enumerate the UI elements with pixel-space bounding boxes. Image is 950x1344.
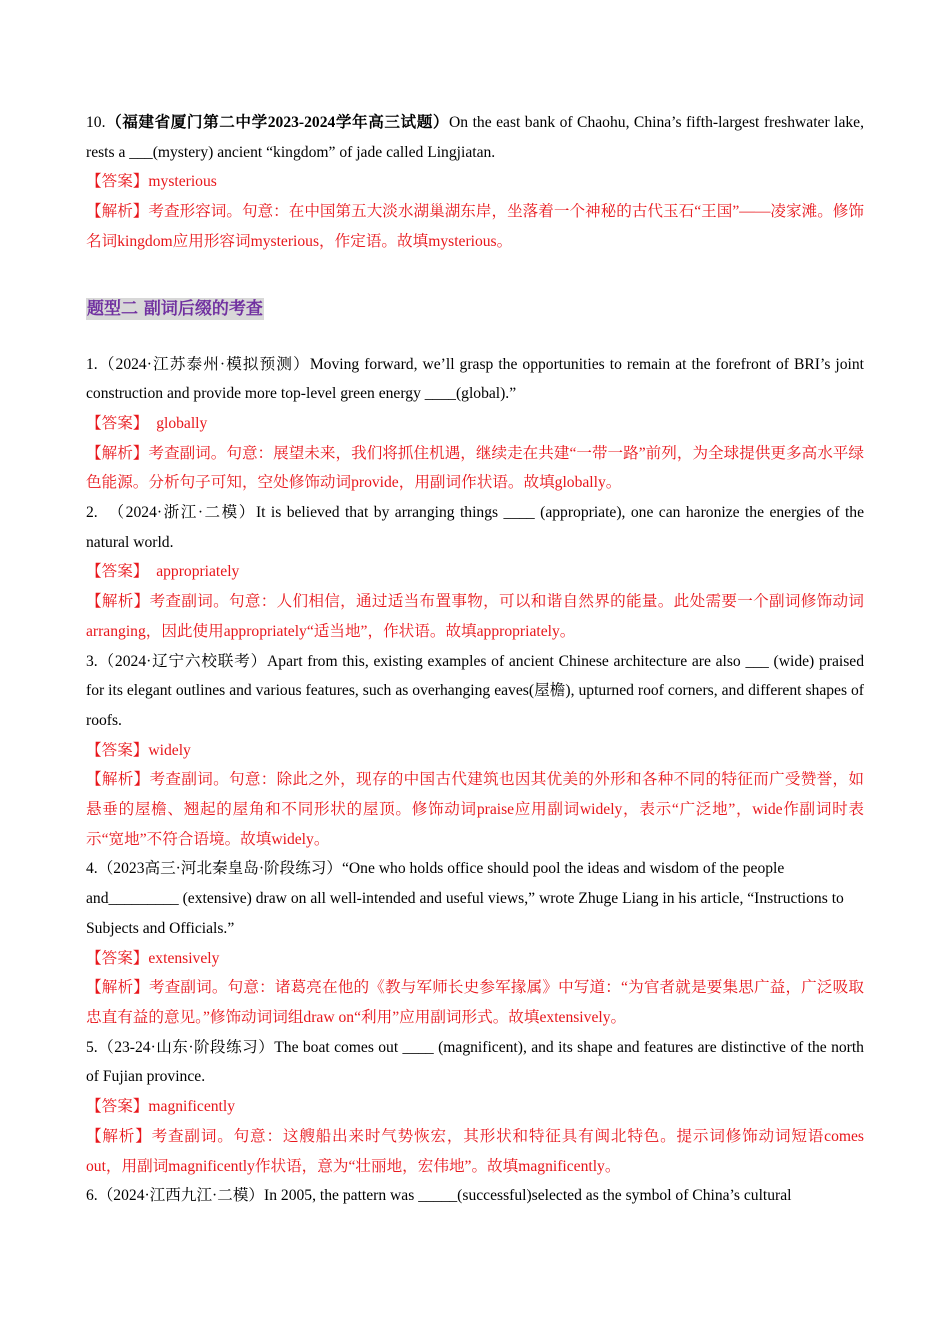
analysis-text: 考查副词。句意：除此之外，现存的中国古代建筑也因其优美的外形和各种不同的特征而广受赞誉，如悬垂的屋檐、翘起的屋角和不同形状的屋顶。修饰动词praise应用副词widely，表示“广泛地”，wide作副词时表示“宽地”不符合语境。故填widely。 bbox=[86, 771, 864, 848]
answer-line bbox=[86, 557, 864, 587]
question-text bbox=[86, 647, 864, 736]
section-heading-wrap bbox=[86, 298, 864, 320]
question-number: 2. bbox=[86, 504, 98, 522]
question-body: Moving forward, we’ll grasp the opportunities to remain at the forefront of BRI’s joint construction and provide more top-level green energy ____(global).” bbox=[86, 355, 864, 403]
question-source: （23-24·山东·阶段练习） bbox=[97, 1038, 275, 1056]
analysis-label: 【解析】 bbox=[86, 1127, 152, 1145]
analysis-line bbox=[86, 439, 864, 498]
question-text bbox=[86, 498, 864, 557]
question-item bbox=[86, 350, 864, 499]
analysis-line bbox=[86, 765, 864, 854]
question-number: 4. bbox=[86, 860, 98, 878]
question-source: （2024·辽宁六校联考） bbox=[97, 652, 268, 670]
analysis-line bbox=[86, 1122, 864, 1181]
answer-label: 【答案】 bbox=[86, 414, 149, 432]
analysis-text: 考查形容词。句意：在中国第五大淡水湖巢湖东岸，坐落着一个神秘的古代玉石“王国”——凌家滩。修饰名词kingdom应用形容词mysterious，作定语。故填mysterious。 bbox=[86, 203, 864, 250]
answer-line bbox=[86, 167, 864, 197]
answer-value: widely bbox=[148, 741, 191, 759]
answer-label: 【答案】 bbox=[86, 949, 149, 967]
question-item bbox=[86, 854, 864, 1032]
question-10 bbox=[86, 108, 864, 257]
answer-value: globally bbox=[148, 414, 208, 432]
question-body: On the east bank of Chaohu, China’s fifth-largest freshwater lake, rests a ___(mystery) ancient “kingdom” of jade called Lingjiatan. bbox=[86, 114, 864, 161]
answer-line bbox=[86, 944, 864, 974]
question-item bbox=[86, 498, 864, 647]
question-item bbox=[86, 647, 864, 855]
question-source: （2024·浙江·二模） bbox=[97, 504, 256, 522]
content bbox=[86, 108, 864, 1211]
question-item bbox=[86, 1181, 864, 1211]
analysis-line bbox=[86, 973, 864, 1032]
analysis-text: 考查副词。句意：这艘船出来时气势恢宏，其形状和特征具有闽北特色。提示词修饰动词短语comes out，用副词magnificently作状语，意为“壮丽地，宏伟地”。故填magnificently。 bbox=[86, 1127, 864, 1175]
question-text bbox=[86, 854, 864, 943]
question-text bbox=[86, 1181, 864, 1211]
answer-value: appropriately bbox=[148, 563, 240, 581]
answer-label: 【答案】 bbox=[86, 1098, 149, 1116]
analysis-text: 考查副词。句意：诸葛亮在他的《教与军师长史参军掾属》中写道：“为官者就是要集思广益，广泛吸取忠直有益的意见。”修饰动词词组draw on“利用”应用副词形式。故填extensively。 bbox=[86, 979, 864, 1026]
question-item bbox=[86, 1033, 864, 1182]
answer-label: 【答案】 bbox=[86, 173, 149, 191]
question-list bbox=[86, 350, 864, 1211]
answer-label: 【答案】 bbox=[86, 741, 149, 759]
question-text bbox=[86, 1033, 864, 1092]
answer-line bbox=[86, 409, 864, 439]
question-source: （2024·江西九江·二模） bbox=[97, 1187, 265, 1205]
analysis-label: 【解析】 bbox=[86, 771, 150, 789]
answer-value: extensively bbox=[148, 949, 220, 967]
analysis-text: 考查副词。句意：展望未来，我们将抓住机遇，继续走在共建“一带一路”前列，为全球提供更多高水平绿色能源。分析句子可知，空处修饰动词provide，用副词作状语。故填globally。 bbox=[86, 444, 864, 492]
question-number: 6. bbox=[86, 1187, 98, 1205]
question-source: （福建省厦门第二中学2023-2024学年高三试题） bbox=[105, 114, 450, 131]
question-number: 5. bbox=[86, 1038, 98, 1056]
analysis-label: 【解析】 bbox=[86, 444, 149, 462]
question-text bbox=[86, 108, 864, 167]
answer-line bbox=[86, 736, 864, 766]
question-body: The boat comes out ____ (magnificent), and its shape and features are distinctive of the north of Fujian province. bbox=[86, 1038, 864, 1086]
answer-label: 【答案】 bbox=[86, 563, 149, 581]
analysis-line bbox=[86, 197, 864, 256]
analysis-line bbox=[86, 587, 864, 646]
analysis-label: 【解析】 bbox=[86, 979, 149, 997]
question-number: 3. bbox=[86, 652, 98, 670]
question-body: In 2005, the pattern was _____(successful)selected as the symbol of China’s cultural bbox=[264, 1187, 792, 1205]
question-source: （2024·江苏泰州·模拟预测） bbox=[97, 355, 310, 373]
question-body: It is believed that by arranging things ____ (appropriate), one can haronize the energies of the natural world. bbox=[86, 504, 865, 551]
analysis-label: 【解析】 bbox=[86, 593, 150, 611]
answer-value: mysterious bbox=[148, 173, 217, 191]
question-body: Apart from this, existing examples of ancient Chinese architecture are also ___ (wide) praised for its elegant outlines and various features, such as overhanging eaves(屋檐), upturned roof corners, and different shapes of roofs. bbox=[86, 652, 865, 729]
question-source: （2023高三·河北秦皇岛·阶段练习） bbox=[97, 860, 342, 878]
answer-value: magnificently bbox=[148, 1098, 235, 1116]
question-body: “One who holds office should pool the ideas and wisdom of the people and_________ (extensive) draw on all well-intended and useful views,” wrote Zhuge Liang in his article, “Instructions to Subjects and Officials.” bbox=[86, 860, 844, 937]
section-heading: 题型二 副词后缀的考查 bbox=[87, 298, 263, 319]
question-number: 1. bbox=[86, 355, 98, 373]
question-text bbox=[86, 350, 864, 409]
analysis-label: 【解析】 bbox=[86, 203, 149, 221]
analysis-text: 考查副词。句意：人们相信，通过适当布置事物，可以和谐自然界的能量。此处需要一个副词修饰动词arranging，因此使用appropriately“适当地”，作状语。故填appropriately。 bbox=[86, 593, 864, 640]
answer-line bbox=[86, 1092, 864, 1122]
question-number: 10. bbox=[86, 114, 106, 131]
